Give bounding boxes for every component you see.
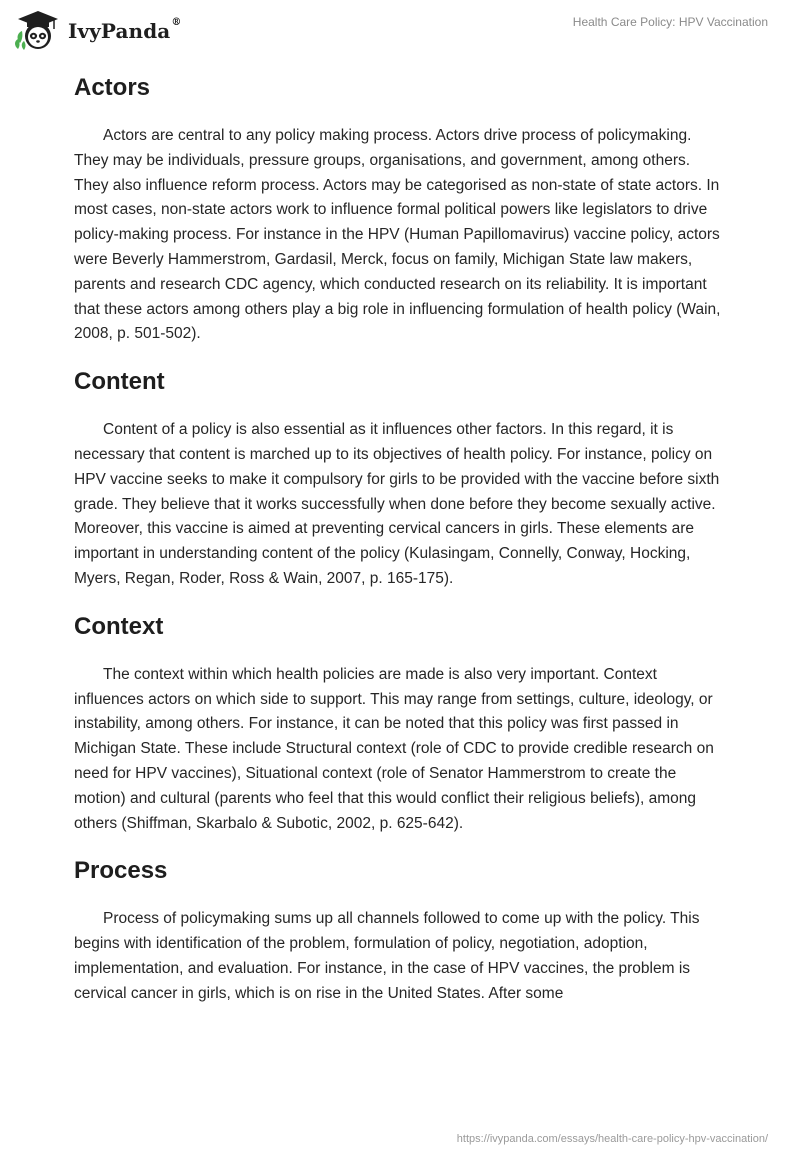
document-title: Health Care Policy: HPV Vaccination [572, 15, 768, 29]
section-paragraph-context: The context within which health policies are made is also very important. Context influences actors on which side to support. This may range from settings, culture, ideology, or instability, among others. For instance, it can be noted that this policy was first passed in Michigan State. These include Structural context (role of CDC to provide credible research on need for HPV vaccines), Situational context (role of Senator Hammerstrom to create the motion) and cultural (parents who feel that this would conflict their religious beliefs), among others (Shiffman, Skarbalo & Subotic, 2002, p. 625-642). [74, 665, 714, 832]
essay-body [74, 70, 724, 1007]
section-heading-actors: Actors [74, 74, 151, 101]
ivypanda-logo[interactable] [14, 8, 181, 54]
section-heading-process: Process [74, 857, 168, 885]
source-url-link[interactable]: https://ivypanda.com/essays/health-care-policy-hpv-vaccination/ [456, 1133, 768, 1145]
section-paragraph-content: Content of a policy is also essential as it influences other factors. In this regard, it is necessary that content is marched up to its objectives of health policy. For instance, policy on HPV vaccine seeks to make it compulsory for girls to be provided with the vaccine before sixth grade. They believe that it works successfully when done before they become sexually active. Moreover, this vaccine is aimed at preventing cervical cancers in girls. These elements are important in understanding content of the policy (Kulasingam, Connelly, Conway, Hocking, Myers, Regan, Roder, Ross & Wain, 2007, p. 165-175). [74, 421, 720, 587]
panda-logo-icon [14, 9, 62, 53]
section-paragraph-process: Process of policymaking sums up all channels followed to come up with the policy. This begins with identification of the problem, formulation of policy, negotiation, adoption, implementation, and evaluation. For instance, in the case of HPV vaccines, the problem is cervical cancer in girls, which is on rise in the United States. After some [74, 910, 700, 1002]
brand-name: IvyPanda® [68, 17, 182, 43]
section-heading-context: Context [74, 612, 164, 640]
section-paragraph-actors: Actors are central to any policy making process. Actors drive process of policymaking. They may be individuals, pressure groups, organisations, and government, among others. They also influence reform process. Actors may be categorised as non-state of state actors. In most cases, non-state actors work to influence formal political powers like legislators to drive policy-making process. For instance in the HPV (Human Papillomavirus) vaccine policy, actors were Beverly Hammerstrom, Gardasil, Merck, focus on family, Michigan State law makers, parents and research CDC agency, which conducted research on its reliability. It is important that these actors among others play a big role in influencing formulation of health policy (Wain, 2008, p. 501-502). [74, 127, 721, 343]
page-header [0, 0, 800, 60]
section-heading-content: Content [74, 368, 165, 396]
